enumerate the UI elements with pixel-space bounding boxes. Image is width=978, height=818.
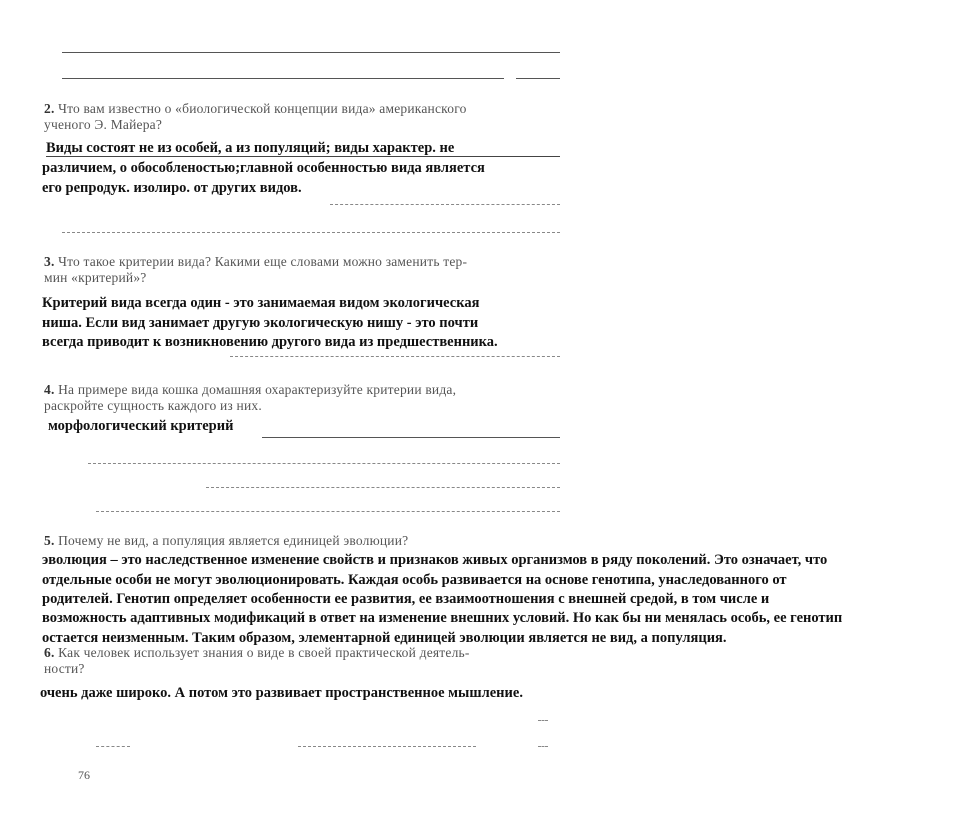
page-number: 76	[78, 768, 90, 782]
ruled-line	[96, 511, 560, 512]
question-4	[44, 382, 564, 414]
ruled-line	[62, 232, 560, 233]
answer-line: очень даже широко. А потом это развивает пространственное мышление.	[40, 685, 523, 701]
answer-line: Виды состоят не из особей, а из популяций; виды характер. не	[46, 140, 455, 156]
answer-line: остается неизменным. Таким образом, элементарной единицей эволюции является не вид, а популяция.	[42, 630, 727, 646]
question-6	[44, 645, 564, 677]
ruled-line	[538, 720, 548, 721]
answer-line: всегда приводит к возникновению другого вида из предшественника.	[42, 334, 498, 350]
question-2	[44, 101, 564, 133]
question-3	[44, 254, 564, 286]
answer-line: возможность адаптивных модификаций в ответ на изменение внешних условий. Но как бы ни менялась особь, ее генотип	[42, 610, 843, 626]
question-text: На примере вида кошка домашняя охарактеризуйте критерии вида,	[58, 382, 457, 397]
question-number: 5.	[44, 533, 55, 548]
question-text: Что вам известно о «биологической концепции вида» американского	[58, 101, 467, 116]
question-text: ности?	[44, 661, 85, 676]
answer-line: Критерий вида всегда один - это занимаемая видом экологическая	[42, 295, 480, 311]
ruled-line	[88, 463, 560, 464]
answer-line: отдельные особи не могут эволюционировать. Каждая особь развивается на основе генотипа, унаследованного от	[42, 572, 787, 588]
ruled-line	[516, 78, 560, 79]
ruled-line	[62, 52, 560, 53]
ruled-line	[538, 746, 548, 747]
ruled-line	[262, 437, 560, 438]
question-text: Почему не вид, а популяция является единицей эволюции?	[58, 533, 409, 548]
ruled-line	[62, 78, 504, 79]
question-text: раскройте сущность каждого из них.	[44, 398, 262, 413]
question-text: Как человек использует знания о виде в своей практической деятель-	[58, 645, 470, 660]
ruled-line	[206, 487, 560, 488]
answer-line: различием, о обособленостью;главной особенностью вида является	[42, 160, 485, 176]
ruled-line	[96, 746, 130, 747]
answer-line: морфологический критерий	[48, 418, 234, 434]
ruled-line	[230, 356, 560, 357]
question-text: мин «критерий»?	[44, 270, 147, 285]
ruled-line	[330, 204, 560, 205]
question-text: ученого Э. Майера?	[44, 117, 163, 132]
ruled-line	[298, 746, 476, 747]
question-text: Что такое критерии вида? Какими еще словами можно заменить тер-	[58, 254, 468, 269]
answer-line: родителей. Генотип определяет особенности ее развития, ее взаимоотношения с внешней средой, в том числе и	[42, 591, 770, 607]
answer-line: его репродук. изолиро. от других видов.	[42, 180, 302, 196]
question-number: 6.	[44, 645, 55, 660]
ruled-line	[46, 156, 560, 157]
answer-line: эволюция – это наследственное изменение свойств и признаков живых организмов в ряду поколений. Это означает, что	[42, 552, 828, 568]
question-number: 2.	[44, 101, 55, 116]
answer-line: ниша. Если вид занимает другую экологическую нишу - это почти	[42, 315, 479, 331]
question-5	[44, 533, 564, 549]
question-number: 3.	[44, 254, 55, 269]
question-number: 4.	[44, 382, 55, 397]
